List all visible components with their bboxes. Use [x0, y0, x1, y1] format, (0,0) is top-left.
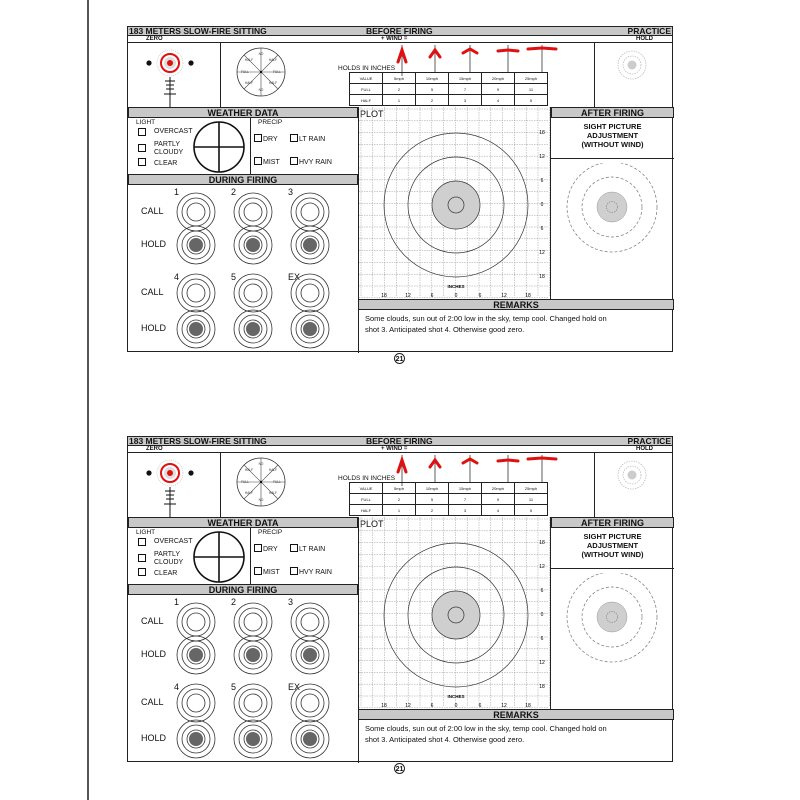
shot-number: 5	[231, 682, 237, 692]
wind-label: + WIND =	[381, 446, 408, 452]
hold-row-label: HOLD	[141, 649, 167, 659]
practice-hold-target	[612, 47, 652, 87]
shot-number: 3	[288, 187, 294, 197]
remarks-text[interactable]	[365, 723, 607, 745]
plot-x-tick: 18	[381, 293, 387, 299]
clock-label: FULL	[241, 70, 249, 74]
sight-title-line: ADJUSTMENT	[586, 131, 639, 140]
holds-cell: 10mph	[416, 483, 449, 494]
sight-title-line: ADJUSTMENT	[586, 541, 639, 550]
clear-label: CLEAR	[154, 160, 178, 167]
plot-x-tick: 12	[405, 293, 411, 299]
holds-cell: HALF	[350, 95, 383, 106]
clock-label: FULL	[273, 480, 281, 484]
plot-x-tick: 12	[501, 703, 507, 709]
sight-picture-title	[551, 532, 674, 559]
precip-label: PRECIP	[258, 119, 283, 126]
sight-picture-title	[551, 122, 674, 149]
divider	[250, 118, 251, 174]
holds-cell: 1	[383, 505, 416, 516]
wind-flags	[390, 452, 560, 486]
remarks-line: Some clouds, sun out of 2:00 low in the sky, temp cool. Changed hold on	[365, 724, 607, 733]
holds-cell: 2	[416, 95, 449, 106]
practice-label: PRACTICE	[627, 436, 671, 446]
clock-label: HALF	[244, 491, 254, 495]
clock-label: NO	[258, 462, 264, 466]
remarks-header: REMARKS	[358, 709, 674, 720]
shot-number: 1	[174, 597, 180, 607]
shot-hold-target[interactable]	[232, 224, 274, 266]
hvy-rain-checkbox[interactable]	[290, 157, 298, 165]
shot-number: 4	[174, 682, 180, 692]
shot-hold-target[interactable]	[175, 718, 217, 760]
plot-y-tick: 12	[539, 250, 545, 256]
holds-cell: 4	[482, 505, 515, 516]
overcast-checkbox[interactable]	[138, 128, 146, 136]
dry-label: DRY	[263, 136, 278, 143]
holds-title: HOLDS IN INCHES	[338, 65, 396, 72]
plot-y-tick: 18	[539, 684, 545, 690]
clear-label: CLEAR	[154, 570, 178, 577]
zero-label: ZERO	[146, 446, 163, 452]
inches-label: INCHES	[447, 284, 465, 289]
holds-cell: 5	[416, 494, 449, 505]
remarks-text[interactable]	[365, 313, 607, 335]
holds-cell: 9	[482, 84, 515, 95]
dry-label: DRY	[263, 546, 278, 553]
divider	[594, 453, 595, 517]
remarks-line: Some clouds, sun out of 2:00 low in the sky, temp cool. Changed hold on	[365, 314, 607, 323]
shot-number: EX	[288, 272, 301, 282]
plot-x-tick: 6	[478, 703, 482, 709]
plot-y-tick: 0	[540, 612, 544, 618]
holds-cell: 20mph	[482, 483, 515, 494]
clock-label: FULL	[273, 70, 281, 74]
plot-y-tick: 6	[540, 636, 544, 642]
cloudy-label: CLOUDY	[154, 149, 184, 156]
wind-label: + WIND =	[381, 36, 408, 42]
plot-y-tick: 12	[539, 564, 545, 570]
clock-label: NO	[258, 52, 264, 56]
card-title-bar	[128, 437, 672, 446]
hold-label: HOLD	[636, 36, 653, 42]
dry-checkbox[interactable]	[254, 544, 262, 552]
zero-sight-picture	[142, 455, 212, 517]
wind-flags	[390, 42, 560, 76]
divider	[551, 568, 674, 569]
hvy-rain-label: HVY RAIN	[299, 569, 332, 576]
sight-title-line: (WITHOUT WIND)	[581, 550, 644, 559]
data-book-card	[127, 436, 673, 762]
partly-label: PARTLY	[154, 141, 181, 148]
remarks-line: shot 3. Anticipated shot 4. Otherwise good zero.	[365, 325, 525, 334]
cloudy-label: CLOUDY	[154, 559, 184, 566]
shot-hold-target[interactable]	[175, 634, 217, 676]
holds-cell: 2	[416, 505, 449, 516]
practice-hold-target	[612, 457, 652, 497]
plot-y-tick: 6	[540, 178, 544, 184]
weather-data-header: WEATHER DATA	[128, 517, 358, 528]
card-title-bar	[128, 27, 672, 36]
overcast-label: OVERCAST	[154, 538, 193, 545]
partly-cloudy-checkbox[interactable]	[138, 554, 146, 562]
card-title: 183 METERS SLOW-FIRE SITTING	[129, 26, 267, 36]
holds-cell: 11	[515, 84, 548, 95]
plot-x-tick: 6	[430, 293, 434, 299]
holds-cell: 7	[449, 84, 482, 95]
plot-label: PLOT	[360, 519, 384, 529]
holds-cell: HALF	[350, 505, 383, 516]
plot-x-tick: 18	[525, 293, 531, 299]
divider	[594, 43, 595, 107]
plot-y-tick: 12	[539, 154, 545, 160]
holds-cell: 10mph	[416, 73, 449, 84]
plot-x-tick: 12	[405, 703, 411, 709]
partly-cloudy-checkbox[interactable]	[138, 144, 146, 152]
plot-x-tick: 18	[525, 703, 531, 709]
shot-number: 5	[231, 272, 237, 282]
plot-x-tick: 0	[454, 703, 458, 709]
page-number: 21	[394, 763, 405, 774]
clock-label: HALF	[268, 491, 278, 495]
remarks-line: shot 3. Anticipated shot 4. Otherwise good zero.	[365, 735, 525, 744]
during-firing-header: DURING FIRING	[128, 584, 358, 595]
holds-cell: 25mph	[515, 483, 548, 494]
sight-title-line: (WITHOUT WIND)	[581, 140, 644, 149]
clock-label: HALF	[244, 58, 254, 62]
plot-x-tick: 6	[478, 293, 482, 299]
sight-title-line: SIGHT PICTURE	[583, 532, 642, 541]
before-firing-label: BEFORE FIRING	[366, 436, 433, 446]
hold-row-label: HOLD	[141, 323, 167, 333]
divider	[551, 158, 674, 159]
light-label: LIGHT	[136, 529, 156, 536]
wind-clock-diagram	[234, 454, 288, 510]
plot-label: PLOT	[360, 109, 384, 119]
shot-hold-target[interactable]	[289, 308, 331, 350]
dry-checkbox[interactable]	[254, 134, 262, 142]
clear-checkbox[interactable]	[138, 158, 146, 166]
holds-cell: 5mph	[383, 483, 416, 494]
holds-cell: 3	[449, 505, 482, 516]
during-firing-header: DURING FIRING	[128, 174, 358, 185]
wind-clock-diagram	[234, 44, 288, 100]
precip-label: PRECIP	[258, 529, 283, 536]
holds-cell: 2	[383, 84, 416, 95]
hold-label: HOLD	[636, 446, 653, 452]
holds-cell: 9	[482, 494, 515, 505]
clock-label: FULL	[241, 480, 249, 484]
wind-flag-20mph	[498, 50, 518, 51]
crosshair-icon	[192, 531, 248, 585]
clock-label: HALF	[268, 58, 278, 62]
holds-cell: 5	[515, 505, 548, 516]
wind-flag-20mph	[498, 460, 518, 461]
overcast-checkbox[interactable]	[138, 538, 146, 546]
shot-number: 3	[288, 597, 294, 607]
holds-cell: 15mph	[449, 73, 482, 84]
holds-cell: FULL	[350, 84, 383, 95]
hold-row-label: HOLD	[141, 239, 167, 249]
mist-label: MIST	[263, 159, 280, 166]
plot-x-tick: 18	[381, 703, 387, 709]
clock-label: HALF	[244, 81, 254, 85]
divider	[220, 43, 221, 107]
hvy-rain-checkbox[interactable]	[290, 567, 298, 575]
lt-rain-checkbox[interactable]	[290, 544, 298, 552]
shot-number: 4	[174, 272, 180, 282]
holds-cell: 5mph	[383, 73, 416, 84]
crosshair-icon	[192, 121, 248, 175]
plot-ring	[432, 181, 480, 229]
call-row-label: CALL	[141, 206, 164, 216]
page-number: 21	[394, 353, 405, 364]
holds-cell: 7	[449, 494, 482, 505]
mist-checkbox[interactable]	[254, 567, 262, 575]
plot-y-tick: 6	[540, 226, 544, 232]
call-row-label: CALL	[141, 616, 164, 626]
zero-sight-picture	[142, 45, 212, 107]
shot-number: 2	[231, 597, 237, 607]
wind-flag-25mph	[528, 458, 556, 459]
sight-picture-target[interactable]	[566, 573, 662, 669]
zero-label: ZERO	[146, 36, 163, 42]
clock-label: HALF	[268, 468, 278, 472]
holds-cell: 5	[416, 84, 449, 95]
plot-x-tick: 0	[454, 293, 458, 299]
plot-y-tick: 18	[539, 130, 545, 136]
plot-y-tick: 12	[539, 660, 545, 666]
holds-cell: 5	[515, 95, 548, 106]
lt-rain-label: LT RAIN	[299, 136, 326, 143]
lt-rain-label: LT RAIN	[299, 546, 326, 553]
red-dot	[167, 470, 173, 476]
inches-label: INCHES	[447, 694, 465, 699]
holds-cell: 1	[383, 95, 416, 106]
hold-row-label: HOLD	[141, 733, 167, 743]
shot-hold-target[interactable]	[232, 634, 274, 676]
remarks-header: REMARKS	[358, 299, 674, 310]
shot-hold-target[interactable]	[289, 718, 331, 760]
holds-cell: VALUE	[350, 483, 383, 494]
holds-cell: FULL	[350, 494, 383, 505]
plot-y-tick: 6	[540, 588, 544, 594]
divider	[250, 528, 251, 584]
plot-y-tick: 18	[539, 274, 545, 280]
sight-title-line: SIGHT PICTURE	[583, 122, 642, 131]
call-row-label: CALL	[141, 697, 164, 707]
shot-number: 1	[174, 187, 180, 197]
shot-hold-target[interactable]	[232, 308, 274, 350]
mist-checkbox[interactable]	[254, 157, 262, 165]
practice-label: PRACTICE	[627, 26, 671, 36]
holds-table	[349, 482, 548, 516]
divider	[220, 453, 221, 517]
plot-ring	[432, 591, 480, 639]
call-row-label: CALL	[141, 287, 164, 297]
weather-data-header: WEATHER DATA	[128, 107, 358, 118]
plot-target[interactable]	[359, 107, 551, 299]
shot-hold-target[interactable]	[175, 308, 217, 350]
plot-y-tick: 0	[540, 202, 544, 208]
clock-label: NO	[258, 498, 264, 502]
after-firing-header: AFTER FIRING	[551, 107, 674, 118]
holds-cell: 3	[449, 95, 482, 106]
shot-hold-target[interactable]	[289, 224, 331, 266]
holds-cell: 11	[515, 494, 548, 505]
holds-title: HOLDS IN INCHES	[338, 475, 396, 482]
holds-cell: 20mph	[482, 73, 515, 84]
holds-cell: VALUE	[350, 73, 383, 84]
partly-label: PARTLY	[154, 551, 181, 558]
plot-target[interactable]	[359, 517, 551, 709]
red-dot	[167, 60, 173, 66]
lt-rain-checkbox[interactable]	[290, 134, 298, 142]
data-book-card	[127, 26, 673, 352]
clock-label: HALF	[244, 468, 254, 472]
holds-cell: 25mph	[515, 73, 548, 84]
clear-checkbox[interactable]	[138, 568, 146, 576]
card-title: 183 METERS SLOW-FIRE SITTING	[129, 436, 267, 446]
shot-number: 2	[231, 187, 237, 197]
wind-flag-25mph	[528, 48, 556, 49]
holds-cell: 4	[482, 95, 515, 106]
after-firing-header: AFTER FIRING	[551, 517, 674, 528]
clock-label: HALF	[268, 81, 278, 85]
overcast-label: OVERCAST	[154, 128, 193, 135]
before-firing-label: BEFORE FIRING	[366, 26, 433, 36]
shot-number: EX	[288, 682, 301, 692]
sight-picture-target[interactable]	[566, 163, 662, 259]
mist-label: MIST	[263, 569, 280, 576]
shot-hold-target[interactable]	[289, 634, 331, 676]
binding-line	[87, 0, 89, 800]
plot-y-tick: 18	[539, 540, 545, 546]
hvy-rain-label: HVY RAIN	[299, 159, 332, 166]
shot-hold-target[interactable]	[175, 224, 217, 266]
holds-cell: 2	[383, 494, 416, 505]
clock-label: NO	[258, 88, 264, 92]
light-label: LIGHT	[136, 119, 156, 126]
holds-table	[349, 72, 548, 106]
plot-x-tick: 12	[501, 293, 507, 299]
plot-x-tick: 6	[430, 703, 434, 709]
shot-hold-target[interactable]	[232, 718, 274, 760]
holds-cell: 15mph	[449, 483, 482, 494]
